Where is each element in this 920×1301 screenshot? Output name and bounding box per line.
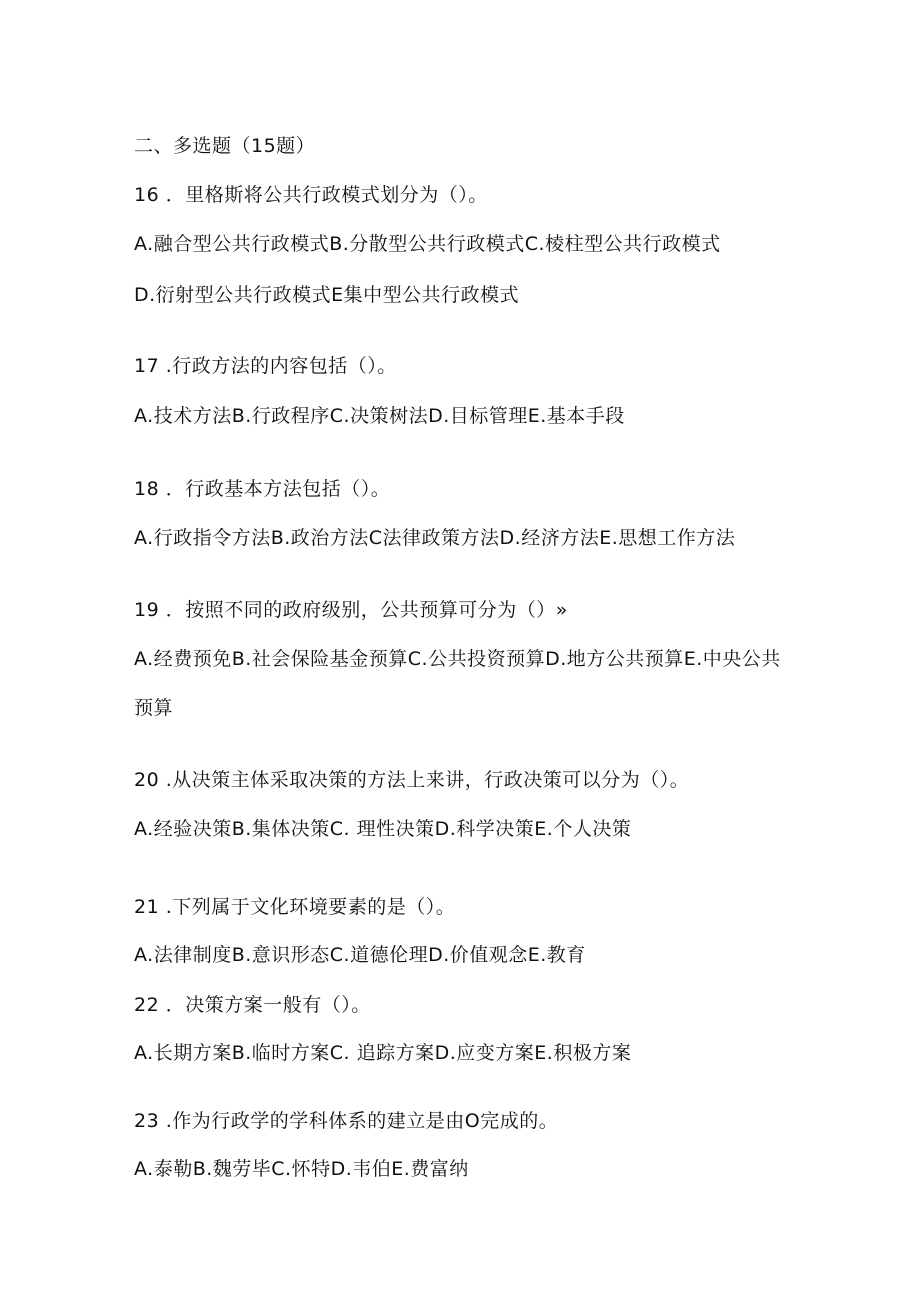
question-option-line: D.衍射型公共行政模式E集中型公共行政模式 (134, 284, 520, 306)
question-option-line: A.经费预免B.社会保险基金预算C.公共投资预算D.地方公共预算E.中央公共 (134, 648, 781, 670)
question-stem-21: 21 .下列属于文化环境要素的是（）。 (134, 896, 456, 918)
question-stem-17: 17 .行政方法的内容包括（）。 (134, 355, 397, 377)
question-option-line: A.泰勒B.魏劳毕C.怀特D.韦伯E.费富纳 (134, 1158, 469, 1180)
question-stem-23: 23 .作为行政学的学科体系的建立是由O完成的。 (134, 1110, 559, 1132)
section-title: 二、多选题（15题） (134, 135, 316, 157)
question-stem-18: 18 ．行政基本方法包括（）。 (134, 478, 391, 500)
question-stem-22: 22 ．决策方案一般有（）。 (134, 994, 371, 1016)
question-option-line: A.融合型公共行政模式B.分散型公共行政模式C.棱柱型公共行政模式 (134, 233, 721, 255)
question-option-line: A.行政指令方法B.政治方法C法律政策方法D.经济方法E.思想工作方法 (134, 527, 736, 549)
question-option-line: A.经验决策B.集体决策C. 理性决策D.科学决策E.个人决策 (134, 818, 632, 840)
question-option-line: A.法律制度B.意识形态C.道德伦理D.价值观念E.教育 (134, 944, 586, 966)
question-stem-19: 19 ．按照不同的政府级别，公共预算可分为（）» (134, 599, 568, 621)
question-option-line: A.技术方法B.行政程序C.决策树法D.目标管理E.基本手段 (134, 405, 625, 427)
question-stem-16: 16 ．里格斯将公共行政模式划分为（）。 (134, 184, 488, 206)
question-option-line: A.长期方案B.临时方案C. 追踪方案D.应变方案E.积极方案 (134, 1042, 632, 1064)
question-option-line: 预算 (134, 697, 174, 719)
question-stem-20: 20 .从决策主体采取决策的方法上来讲，行政决策可以分为（）。 (134, 769, 690, 791)
